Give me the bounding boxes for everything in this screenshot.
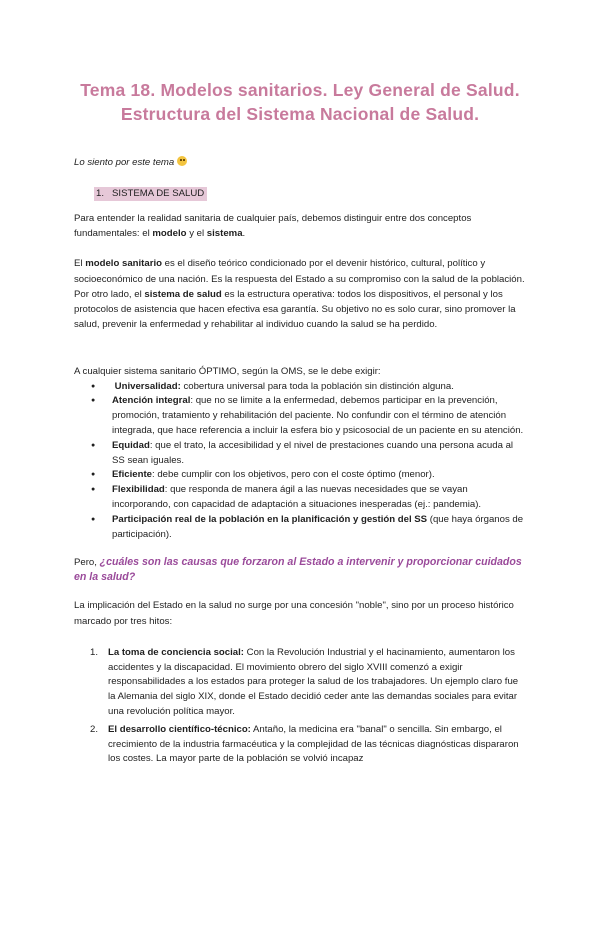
- bold-term: sistema: [206, 228, 243, 240]
- bold-term: Universalidad:: [114, 380, 181, 392]
- document-page: [0, 78, 600, 926]
- text-run: : debe cumplir con los objetivos, pero con el coste óptimo (menor).: [152, 469, 435, 481]
- section-heading-highlight: [94, 187, 207, 201]
- text-run: (que haya órganos de participación).: [112, 513, 524, 540]
- list-item: [112, 439, 526, 469]
- bold-term: Equidad: [112, 439, 150, 451]
- text-run: es el diseño teórico condicionado por el devenir histórico, cultural, político y socioeconómico de una nación. Es la respuesta del Estado a su compromiso con la salud de la población. Por otro lado, el: [74, 258, 525, 300]
- intro-text: Lo siento por este tema: [74, 157, 175, 168]
- bold-term: Participación real de la población en la planificación y gestión del SS: [112, 513, 428, 525]
- bold-term: modelo: [152, 228, 187, 240]
- paragraph-state: La implicación del Estado en la salud no surge por una concesión "noble", sino por un proceso histórico marcado por tres hitos:: [74, 600, 514, 627]
- bold-term: modelo sanitario: [85, 258, 162, 270]
- list-item: [112, 380, 526, 395]
- text-run: Antaño, la medicina era "banal" o sencilla. Sin embargo, el crecimiento de la industria farmacéutica y la complejidad de las técnicas diagnósticas dispararon los costes. La mayor parte de la población se volvió incapaz: [108, 723, 519, 765]
- list-item: [112, 468, 526, 483]
- list-item: [90, 723, 526, 767]
- text-run: es la estructura operativa: todos los dispositivos, el personal y los protocolos de asistencia que hacen efectiva esa garantía. Su objetivo no es solo curar, sino promover la salud, prevenir la enfermedad y rehabilitar al individuo cuando la salud se ha perdido.: [74, 288, 516, 331]
- page-title: [74, 78, 526, 126]
- text-run: y el: [186, 228, 207, 240]
- text-run: : que el trato, la accesibilidad y el nivel de prestaciones cuando una persona acuda al SS sean iguales.: [112, 439, 514, 466]
- list-item: [112, 394, 526, 438]
- text-run: .: [242, 228, 246, 240]
- list-item: [112, 483, 526, 513]
- text-run: cobertura universal para toda la población sin distinción alguna.: [180, 380, 454, 392]
- list-item: [112, 513, 526, 543]
- title-line-1: Tema 18. Modelos sanitarios. Ley General de Salud.: [80, 80, 520, 100]
- paragraph-who: A cualquier sistema sanitario ÓPTIMO, según la OMS, se le debe exigir:: [74, 366, 381, 378]
- text-run: Pero,: [74, 557, 100, 569]
- bold-term: Atención integral: [112, 395, 191, 407]
- smiley-emoji-icon: [177, 156, 187, 166]
- bold-term: sistema de salud: [144, 288, 222, 300]
- text-run: : que responda de manera ágil a las nuevas necesidades que se vayan incorporando, con capacidad de adaptación a situaciones inesperadas (ej.: pandemia).: [112, 484, 482, 510]
- text-run: Para entender la realidad sanitaria de cualquier país, debemos distinguir entre dos conceptos fundamentales: el: [74, 213, 472, 240]
- question-heading: [74, 555, 526, 585]
- list-item: [90, 646, 526, 720]
- intro-note: [74, 156, 526, 168]
- requirements-list: [74, 380, 526, 543]
- title-line-2: Estructura del Sistema Nacional de Salud.: [120, 104, 480, 124]
- bold-term: La toma de conciencia social:: [108, 646, 244, 658]
- paragraph-model: [74, 256, 526, 332]
- milestones-list: [74, 646, 526, 767]
- section-number: 1.: [96, 188, 105, 199]
- item-number: 1.: [90, 646, 99, 658]
- text-run: Con la Revolución Industrial y el hacinamiento, aumentaron los accidentes y la discapacidad. El movimiento obrero del siglo XVIII comenzó a exigir responsabilidades a los estados para proteger la salud de los trabajadores. Un ejemplo claro fue la Alemania del siglo XIX, donde el Estado decidió ceder ante las demandas sociales para evitar una revolución política mayor.: [108, 646, 519, 717]
- section-heading: [74, 188, 526, 199]
- bold-term: Flexibilidad: [112, 484, 165, 496]
- bold-term: El desarrollo científico-técnico:: [108, 723, 251, 735]
- item-number: 2.: [90, 723, 99, 735]
- text-run: El: [74, 258, 86, 270]
- text-run: : que no se limite a la enfermedad, debemos participar en la prevención, promoción, tratamiento y rehabilitación del paciente. No confundir con el término de atención integrada, que hace referencia a incluir la esfera bio y psicosocial de un paciente en su atención.: [112, 395, 524, 437]
- section-label: SISTEMA DE SALUD: [112, 188, 205, 199]
- bold-term: Eficiente: [112, 469, 152, 481]
- question-text: ¿cuáles son las causas que forzaron al Estado a intervenir y proporcionar cuidados en la salud?: [74, 556, 522, 584]
- paragraph-intro: [74, 211, 526, 241]
